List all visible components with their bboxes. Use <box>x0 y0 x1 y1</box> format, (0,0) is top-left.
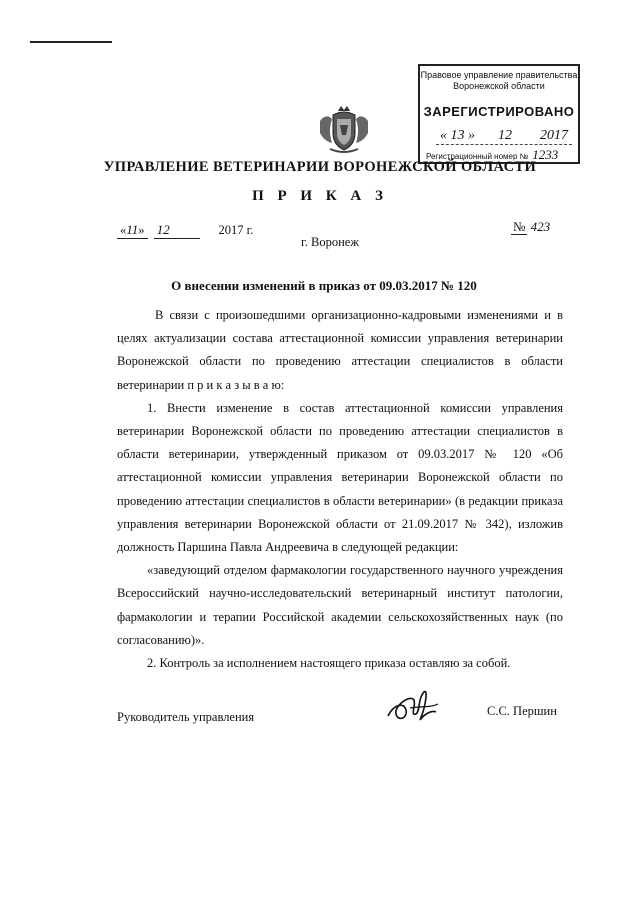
order-body <box>117 304 563 675</box>
registration-stamp <box>418 64 580 164</box>
agency-header: УПРАВЛЕНИЕ ВЕТЕРИНАРИИ ВОРОНЕЖСКОЙ ОБЛАСТИ <box>103 159 537 175</box>
order-number-value: 423 <box>530 219 551 234</box>
order-date-month: 12 <box>154 222 200 239</box>
paragraph-item-1: 1. Внести изменение в состав аттестационной комиссии управления ветеринарии Воронежской области по проведению аттестации специалистов в области ветеринарии, утвержденный приказом от 09.03.2017 № 120 «Об аттестационной комиссии управления ветеринарии Воронежской области по проведению аттестации специалистов в области ветеринарии» (в редакции приказа управления ветеринарии Воронежской области от 21.09.2017 № 342), изложив должность Паршина Павла Андреевича в следующей редакции: <box>117 400 563 555</box>
coat-of-arms-icon <box>316 103 372 155</box>
document-title: П Р И К А З <box>252 188 388 204</box>
signature-icon <box>380 686 452 728</box>
stamp-line-2: Воронежской области <box>453 81 545 91</box>
stamp-date <box>436 128 572 145</box>
order-date-year: 2017 г. <box>218 223 254 237</box>
city: г. Воронеж <box>301 235 359 249</box>
paragraph-preamble: В связи с произошедшими организационно-кадровыми изменениями и в целях актуализации состава аттестационной комиссии управления ветеринарии Воронежской области по проведению аттестации специалистов в области ветеринарии п р и к а з ы в а ю: <box>117 308 563 392</box>
order-date-day: «11» <box>117 222 148 239</box>
stamp-registered: ЗАРЕГИСТРИРОВАНО <box>423 104 575 119</box>
paragraph-quote: «заведующий отделом фармакологии государственного научного учреждения Всероссийский научно-исследовательский ветеринарный институт патологии, фармакологии и терапии Российской академии сельскохозяйственных наук (по согласованию)». <box>117 563 563 647</box>
stamp-date-day: « 13 » <box>440 128 475 143</box>
stamp-line-1: Правовое управление правительства <box>420 70 578 80</box>
paragraph-item-2: 2. Контроль за исполнением настоящего приказа оставляю за собой. <box>147 656 511 671</box>
stamp-date-year: 2017 <box>540 128 568 143</box>
order-subject: О внесении изменений в приказ от 09.03.2017 № 120 <box>171 278 477 293</box>
signer-name: С.С. Першин <box>487 704 557 718</box>
top-rule <box>30 41 112 43</box>
order-number <box>511 219 550 235</box>
order-number-label: № <box>513 219 526 234</box>
stamp-date-month: 12 <box>498 128 512 143</box>
signer-role: Руководитель управления <box>117 710 255 724</box>
stamp-reg-number: 1233 <box>532 147 559 162</box>
stamp-reg-label: Регистрационный номер № <box>426 152 529 161</box>
